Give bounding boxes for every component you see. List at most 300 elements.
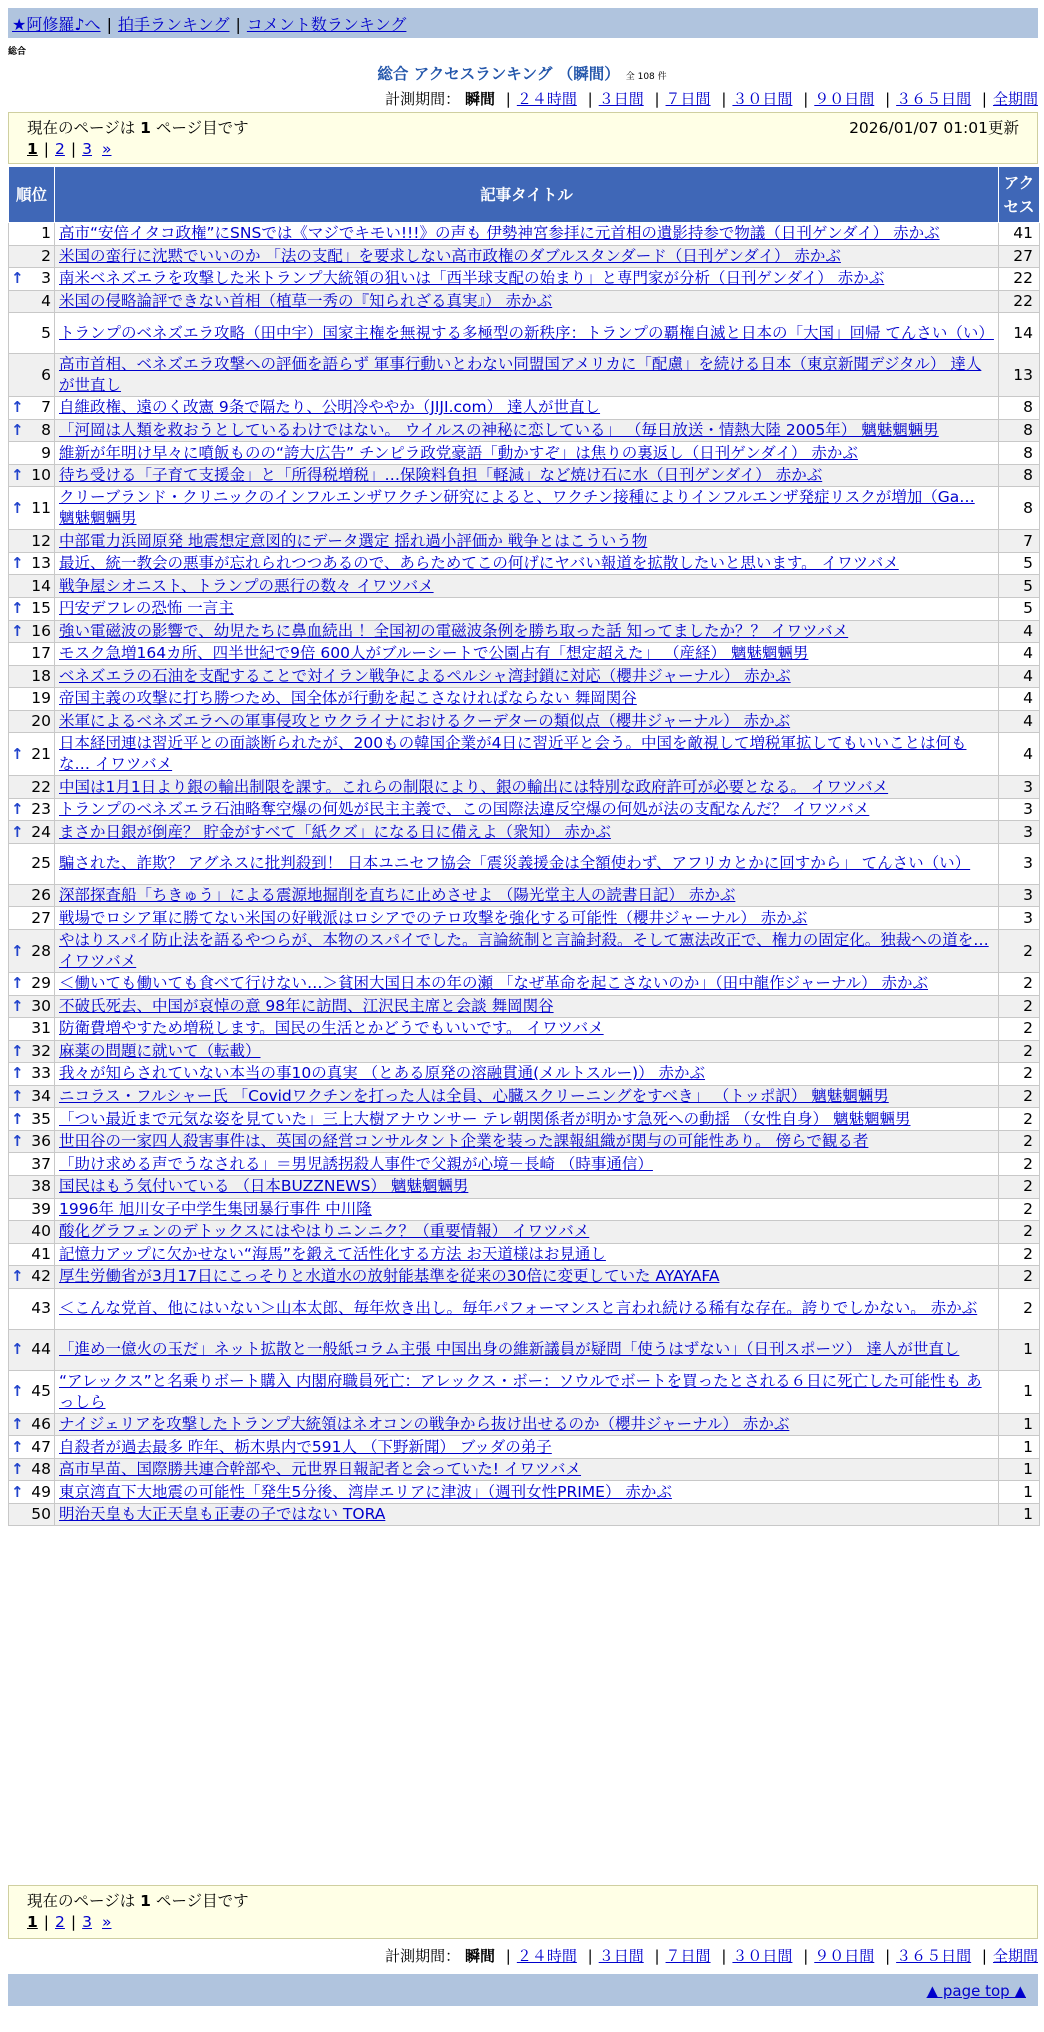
title-cell <box>55 1198 999 1221</box>
access-count: 2 <box>999 1288 1040 1329</box>
rank-cell <box>9 1130 55 1153</box>
rank-cell <box>9 733 55 776</box>
access-count: 2 <box>999 1266 1040 1289</box>
rank-number: 13 <box>31 554 51 573</box>
title-cell <box>55 598 999 621</box>
table-row <box>9 884 1040 907</box>
article-title-link[interactable]: やはりスパイ防止法を語るやつらが、本物のスパイでした。言論統制と言論封殺。そして憲法改正で、権力の固定化。独裁への道を… イワツバメ <box>59 931 989 971</box>
article-title-link[interactable]: 高市早苗、国際勝共連合幹部や、元世界日報記者と会っていた! イワツバメ <box>59 1460 582 1479</box>
title-cell <box>55 354 999 397</box>
article-title-link[interactable]: 米国の侵略論評できない首相（植草一秀の『知られざる真実』） 赤かぶ <box>59 291 553 310</box>
rank-up-arrow-icon: ↑ <box>11 1041 24 1060</box>
rank-number: 9 <box>41 443 51 462</box>
article-title-link[interactable]: 我々が知らされていない本当の事10の真実 （とある原発の溶融貫通(メルトスルー)） 赤かぶ <box>59 1064 706 1083</box>
title-cell <box>55 575 999 598</box>
rank-cell <box>9 1288 55 1329</box>
access-count: 2 <box>999 1153 1040 1176</box>
title-cell <box>55 821 999 844</box>
nav-separator: | <box>106 15 112 34</box>
page-info-bottom <box>8 1885 1038 1939</box>
rank-cell <box>9 884 55 907</box>
table-row <box>9 1085 1040 1108</box>
access-count: 1 <box>999 1503 1040 1526</box>
article-title-link[interactable]: 「助け求める声でうなされる」＝男児誘拐殺人事件で父親が心境－長崎 （時事通信） <box>59 1154 653 1173</box>
title-cell <box>55 487 999 530</box>
access-count: 1 <box>999 1413 1040 1436</box>
title-cell <box>55 1413 999 1436</box>
rank-number: 37 <box>31 1154 51 1173</box>
rank-cell <box>9 1329 55 1370</box>
rank-number: 38 <box>31 1177 51 1196</box>
rank-up-arrow-icon: ↑ <box>11 498 24 517</box>
page-title: 総合 アクセスランキング （瞬間） <box>377 65 620 83</box>
rank-up-arrow-icon: ↑ <box>11 1340 24 1359</box>
rank-cell <box>9 1153 55 1176</box>
table-row <box>9 733 1040 776</box>
rank-cell <box>9 1108 55 1131</box>
period-selector-bottom: 計測期間： 瞬間 | ２４時間 | ３日間 | ７日間 | ３０日間 | ９０日間 | ３６５日間 | 全期間 <box>385 1947 1038 1965</box>
article-title-link[interactable]: 高市首相、ベネズエラ攻撃への評価を語らず 軍事行動いとわない同盟国アメリカに「配慮」を続ける日本（東京新聞デジタル） 達人が世直し <box>59 355 982 395</box>
table-row <box>9 710 1040 733</box>
access-count: 27 <box>999 245 1040 268</box>
rank-number: 14 <box>31 576 51 595</box>
table-row <box>9 995 1040 1018</box>
access-count: 7 <box>999 530 1040 553</box>
rank-cell <box>9 710 55 733</box>
article-title-link[interactable]: 「つい最近まで元気な姿を見ていた」三上大樹アナウンサー テレ朝関係者が明かす急死への動揺 （女性自身） 魑魅魍魎男 <box>59 1109 911 1128</box>
rank-cell <box>9 575 55 598</box>
table-row <box>9 1221 1040 1244</box>
table-row <box>9 397 1040 420</box>
rank-cell <box>9 1370 55 1413</box>
rank-number: 32 <box>31 1041 51 1060</box>
article-title-link[interactable]: 中国は1月1日より銀の輸出制限を課す。これらの制限により、銀の輸出には特別な政府許可が必要となる。 イワツバメ <box>59 777 889 796</box>
pager-link-2[interactable]: 2 <box>55 140 65 158</box>
rank-cell <box>9 1175 55 1198</box>
article-title-link[interactable]: 戦場でロシア軍に勝てない米国の好戦派はロシアでのテロ攻撃を強化する可能性（櫻井ジャーナル） 赤かぶ <box>59 908 808 927</box>
article-title-link[interactable]: トランプのベネズエラ石油略奪空爆の何処が民主主義で、この国際法違反空爆の何処が法の支配なんだ？ イワツバメ <box>59 800 870 819</box>
rank-number: 15 <box>31 599 51 618</box>
rank-cell <box>9 776 55 799</box>
article-title-link[interactable]: 高市“安倍イタコ政権”にSNSでは《マジでキモい!!!》の声も 伊勢神宮参拝に元首相の遺影持参で物議（日刊ゲンダイ） 赤かぶ <box>59 224 940 243</box>
title-cell <box>55 1221 999 1244</box>
title-cell <box>55 397 999 420</box>
table-row <box>9 1063 1040 1086</box>
title-cell <box>55 843 999 884</box>
access-count: 4 <box>999 688 1040 711</box>
article-title-link[interactable]: “アレックス”と名乗りボート購入 内閣府職員死亡：アレックス・ボー：ソウルでボートを買ったとされる６日に死亡した可能性も あっしら <box>59 1371 982 1411</box>
rank-number: 45 <box>31 1382 51 1401</box>
rank-number: 16 <box>31 621 51 640</box>
period-link-all[interactable]: 全期間 <box>992 1947 1038 1965</box>
rank-number: 31 <box>31 1019 51 1038</box>
current-page-text: 現在のページは 1 ページ目です <box>27 119 249 137</box>
page-info-top <box>8 112 1038 164</box>
rank-cell <box>9 552 55 575</box>
table-row <box>9 1018 1040 1041</box>
rank-number: 2 <box>41 246 51 265</box>
article-title-link[interactable]: 強い電磁波の影響で、幼児たちに鼻血続出 ！全国初の電磁波条例を勝ち取った話 知ってましたか？？ イワツバメ <box>59 621 849 640</box>
access-count: 5 <box>999 575 1040 598</box>
title-cell <box>55 245 999 268</box>
article-title-link[interactable]: 東京湾直下大地震の可能性「発生5分後、湾岸エリアに津波」（週刊女性PRIME） 赤かぶ <box>59 1482 672 1501</box>
article-title-link[interactable]: ＜働いても働いても食べて行けない…＞貧困大国日本の年の瀬 「なぜ革命を起こさないのか」（田中龍作ジャーナル） 赤かぶ <box>59 974 929 993</box>
access-count: 8 <box>999 442 1040 465</box>
rank-number: 49 <box>31 1482 51 1501</box>
col-header-access: アクセス <box>999 167 1040 223</box>
rank-number: 42 <box>31 1267 51 1286</box>
article-title-link[interactable]: トランプのベネズエラ攻略（田中宇）国家主権を無視する多極型の新秩序：トランプの覇権自滅と日本の「大国」回帰 てんさい（い） <box>59 323 994 342</box>
access-count: 1 <box>999 1481 1040 1504</box>
article-title-link[interactable]: ニコラス・フルシャー氏 「Covidワクチンを打った人は全員、心臓スクリーニングをすべき」 （トッポ訳） 魑魅魍魎男 <box>59 1087 889 1106</box>
title-cell <box>55 665 999 688</box>
article-title-link[interactable]: 米国の蛮行に沈黙でいいのか 「法の支配」を要求しない高市政権のダブルスタンダード（日刊ゲンダイ） 赤かぶ <box>59 246 841 265</box>
access-count: 8 <box>999 464 1040 487</box>
rank-cell <box>9 930 55 973</box>
table-row <box>9 688 1040 711</box>
rank-up-arrow-icon: ↑ <box>11 744 24 763</box>
period-link-24h[interactable]: ２４時間 <box>516 1947 577 1965</box>
access-count: 5 <box>999 552 1040 575</box>
rank-number: 18 <box>31 666 51 685</box>
rank-cell <box>9 1198 55 1221</box>
rank-number: 11 <box>31 498 51 517</box>
access-count: 3 <box>999 776 1040 799</box>
table-row <box>9 530 1040 553</box>
access-count: 2 <box>999 1198 1040 1221</box>
rank-cell <box>9 1085 55 1108</box>
title-cell <box>55 290 999 313</box>
rank-cell <box>9 245 55 268</box>
access-count: 4 <box>999 665 1040 688</box>
article-title-link[interactable]: 深部探査船「ちきゅう」による震源地掘削を直ちに止めさせよ （陽光堂主人の読書日記） 赤かぶ <box>59 886 736 905</box>
table-row <box>9 643 1040 666</box>
table-row <box>9 973 1040 996</box>
access-count: 2 <box>999 930 1040 973</box>
title-cell <box>55 688 999 711</box>
access-count: 3 <box>999 821 1040 844</box>
rank-cell <box>9 843 55 884</box>
rank-cell <box>9 1266 55 1289</box>
article-title-link[interactable]: 自殺者が過去最多 昨年、栃木県内で591人 （下野新聞） ブッダの弟子 <box>59 1437 552 1456</box>
table-row <box>9 1130 1040 1153</box>
pager-next[interactable]: » <box>102 1913 112 1931</box>
rank-number: 12 <box>31 531 51 550</box>
period-link-3d[interactable]: ３日間 <box>598 90 644 108</box>
rank-number: 27 <box>31 908 51 927</box>
article-title-link[interactable]: 不破氏死去、中国が哀悼の意 98年に訪問、江沢民主席と会談 舞岡関谷 <box>59 996 554 1015</box>
rank-number: 19 <box>31 689 51 708</box>
rank-cell <box>9 598 55 621</box>
rank-cell <box>9 419 55 442</box>
table-row <box>9 354 1040 397</box>
period-link-7d[interactable]: ７日間 <box>665 1947 711 1965</box>
rank-up-arrow-icon: ↑ <box>11 466 24 485</box>
rank-number: 41 <box>31 1244 51 1263</box>
access-count: 2 <box>999 1040 1040 1063</box>
page-top-link[interactable]: ▲ page top ▲ <box>926 1982 1026 2000</box>
table-row <box>9 1458 1040 1481</box>
period-link-30d[interactable]: ３０日間 <box>732 1947 793 1965</box>
table-row <box>9 245 1040 268</box>
article-title-link[interactable]: 騙された、詐欺？ アグネスに批判殺到！ 日本ユニセフ協会「震災義援金は全額使わず、アフリカとかに回すから」 てんさい（い） <box>59 854 971 873</box>
rank-up-arrow-icon: ↑ <box>11 1064 24 1083</box>
access-count: 4 <box>999 710 1040 733</box>
article-title-link[interactable]: 麻薬の問題に就いて（転載） <box>59 1041 261 1060</box>
rank-number: 34 <box>31 1087 51 1106</box>
rank-up-arrow-icon: ↑ <box>11 800 24 819</box>
access-count: 8 <box>999 487 1040 530</box>
access-count: 8 <box>999 419 1040 442</box>
rank-number: 10 <box>31 466 51 485</box>
rank-cell <box>9 688 55 711</box>
article-title-link[interactable]: 帝国主義の攻撃に打ち勝つため、国全体が行動を起こさなければならない 舞岡関谷 <box>59 689 637 708</box>
rank-up-arrow-icon: ↑ <box>11 398 24 417</box>
table-row <box>9 907 1040 930</box>
pager-link-3[interactable]: 3 <box>82 140 93 158</box>
pager-link-3[interactable]: 3 <box>82 1913 93 1931</box>
article-title-link[interactable]: ナイジェリアを攻撃したトランプ大統領はネオコンの戦争から抜け出せるのか（櫻井ジャーナル） 赤かぶ <box>59 1414 790 1433</box>
rank-number: 33 <box>31 1064 51 1083</box>
table-row <box>9 313 1040 354</box>
title-cell <box>55 1175 999 1198</box>
article-title-link[interactable]: まさか日銀が倒産？ 貯金がすべて「紙クズ」になる日に備えよ（衆知） 赤かぶ <box>59 822 611 841</box>
article-title-link[interactable]: 国民はもう気付いている （日本BUZZNEWS） 魑魅魍魎男 <box>59 1177 469 1196</box>
table-row <box>9 1243 1040 1266</box>
table-row <box>9 268 1040 291</box>
pager-next[interactable]: » <box>102 140 112 158</box>
rank-number: 35 <box>31 1109 51 1128</box>
title-cell <box>55 1266 999 1289</box>
table-row <box>9 1503 1040 1526</box>
rank-up-arrow-icon: ↑ <box>11 822 24 841</box>
rank-cell <box>9 907 55 930</box>
title-cell <box>55 1481 999 1504</box>
title-cell <box>55 442 999 465</box>
access-count: 3 <box>999 798 1040 821</box>
rank-up-arrow-icon: ↑ <box>11 421 24 439</box>
rank-number: 1 <box>41 224 51 243</box>
rank-up-arrow-icon: ↑ <box>11 996 24 1015</box>
article-title-link[interactable]: 自維政権、遠のく改憲 9条で隔たり、公明冷ややか（JIJI.com） 達人が世直し <box>59 398 601 417</box>
table-row <box>9 464 1040 487</box>
access-count: 13 <box>999 354 1040 397</box>
article-title-link[interactable]: 日本経団連は習近平との面談断られたが、200もの韓国企業が4日に習近平と会う。中国を敵視して増税軍拡してもいいことは何もな… イワツバメ <box>59 734 967 774</box>
pager-link-2[interactable]: 2 <box>55 1913 65 1931</box>
title-cell <box>55 1040 999 1063</box>
period-link-365d[interactable]: ３６５日間 <box>896 90 972 108</box>
rank-up-arrow-icon: ↑ <box>11 1267 24 1286</box>
rank-number: 30 <box>31 996 51 1015</box>
access-count: 2 <box>999 1243 1040 1266</box>
table-row <box>9 1481 1040 1504</box>
access-count: 8 <box>999 397 1040 420</box>
rank-cell <box>9 1413 55 1436</box>
article-title-link[interactable]: 世田谷の一家四人殺害事件は、英国の経営コンサルタント企業を装った課報組織が関与の可能性あり。 傍らで観る者 <box>59 1132 869 1151</box>
period-label: 計測期間： <box>385 90 461 108</box>
footer-bar <box>8 1974 1038 2006</box>
rank-cell <box>9 1040 55 1063</box>
period-link-all[interactable]: 全期間 <box>992 90 1038 108</box>
rank-cell <box>9 1018 55 1041</box>
title-cell <box>55 776 999 799</box>
access-count: 2 <box>999 1063 1040 1086</box>
title-cell <box>55 1370 999 1413</box>
article-title-link[interactable]: 中部電力浜岡原発 地震想定意図的にデータ選定 揺れ過小評価か 戦争とはこういう物 <box>59 531 648 550</box>
col-header-title: 記事タイトル <box>55 167 999 223</box>
home-link[interactable]: ★阿修羅♪へ <box>12 15 101 34</box>
rank-number: 39 <box>31 1199 51 1218</box>
rank-number: 7 <box>41 398 51 417</box>
article-title-link[interactable]: クリーブランド・クリニックのインフルエンザワクチン研究によると、ワクチン接種によりインフルエンザ発症リスクが増加（Ga… 魑魅魍魎男 <box>59 488 975 528</box>
table-row <box>9 1153 1040 1176</box>
rank-number: 25 <box>31 854 51 873</box>
table-row <box>9 442 1040 465</box>
table-row <box>9 1108 1040 1131</box>
title-cell <box>55 419 999 442</box>
article-title-link[interactable]: 1996年 旭川女子中学生集団暴行事件 中川隆 <box>59 1199 372 1218</box>
rank-cell <box>9 798 55 821</box>
period-link-7d[interactable]: ７日間 <box>665 90 711 108</box>
rank-number: 44 <box>31 1340 51 1359</box>
article-title-link[interactable]: 「進め一億火の玉だ」ネット拡散と一般紙コラム主張 中国出身の維新議員が疑問「使うはずない」（日刊スポーツ） 達人が世直し <box>59 1340 960 1359</box>
article-title-link[interactable]: 明治天皇も大正天皇も正妻の子ではない TORA <box>59 1505 386 1524</box>
period-link-90d[interactable]: ９０日間 <box>814 1947 875 1965</box>
rank-up-arrow-icon: ↑ <box>11 621 24 640</box>
article-title-link[interactable]: 戦争屋シオニスト、トランプの悪行の数々 イワツバメ <box>59 576 434 595</box>
period-current: 瞬間 <box>464 90 495 108</box>
rank-up-arrow-icon: ↑ <box>11 1437 24 1456</box>
rank-number: 28 <box>31 941 51 960</box>
access-count: 1 <box>999 1436 1040 1459</box>
article-title-link[interactable]: 最近、統一教会の悪事が忘れられつつあるので、あらためてこの何げにヤバい報道を拡散したいと思います。 イワツバメ <box>59 554 899 573</box>
article-title-link[interactable]: ＜こんな党首、他にはいない＞山本太郎、毎年炊き出し。毎年パフォーマンスと言われ続ける稀有な存在。誇りでしかない。 赤かぶ <box>59 1299 978 1318</box>
article-title-link[interactable]: 維新が年明け早々に噴飯ものの“誇大広告” チンピラ政党豪語「動かすぞ」は焦りの裏返し（日刊ゲンダイ） 赤かぶ <box>59 443 858 462</box>
table-row <box>9 598 1040 621</box>
article-title-link[interactable]: 南米ベネズエラを攻撃した米トランプ大統領の狙いは「西半球支配の始まり」と専門家が分析（日刊ゲンダイ） 赤かぶ <box>59 269 885 288</box>
rank-cell <box>9 620 55 643</box>
period-link-3d[interactable]: ３日間 <box>598 1947 644 1965</box>
table-row <box>9 798 1040 821</box>
title-cell <box>55 995 999 1018</box>
clap-ranking-link[interactable]: 拍手ランキング <box>117 15 230 34</box>
article-title-link[interactable]: 待ち受ける「子育て支援金」と「所得税増税」…保険料負担「軽減」など焼け石に水（日刊ゲンダイ） 赤かぶ <box>59 466 823 485</box>
rank-number: 3 <box>41 269 51 288</box>
rank-number: 21 <box>31 744 51 763</box>
rank-number: 29 <box>31 974 51 993</box>
table-row <box>9 290 1040 313</box>
title-cell <box>55 552 999 575</box>
period-link-365d[interactable]: ３６５日間 <box>896 1947 972 1965</box>
rank-cell <box>9 313 55 354</box>
rank-cell <box>9 464 55 487</box>
access-count: 5 <box>999 598 1040 621</box>
rank-number: 43 <box>31 1299 51 1318</box>
title-cell <box>55 930 999 973</box>
rank-number: 20 <box>31 712 51 731</box>
period-current: 瞬間 <box>464 1947 495 1965</box>
pager-current: 1 <box>27 1913 38 1931</box>
article-title-link[interactable]: ベネズエラの石油を支配することで対イラン戦争によるペルシャ湾封鎖に対応（櫻井ジャーナル） 赤かぶ <box>59 666 791 685</box>
table-row <box>9 1436 1040 1459</box>
table-row <box>9 223 1040 246</box>
rank-number: 4 <box>41 291 51 310</box>
rank-up-arrow-icon: ↑ <box>11 1482 24 1501</box>
access-count: 1 <box>999 1458 1040 1481</box>
title-cell <box>55 1436 999 1459</box>
title-cell <box>55 620 999 643</box>
table-row <box>9 843 1040 884</box>
rank-cell <box>9 665 55 688</box>
access-count: 1 <box>999 1329 1040 1370</box>
table-row <box>9 1370 1040 1413</box>
access-count: 22 <box>999 268 1040 291</box>
pager-current: 1 <box>27 140 38 158</box>
period-link-90d[interactable]: ９０日間 <box>814 90 875 108</box>
table-row <box>9 552 1040 575</box>
title-cell <box>55 313 999 354</box>
rank-cell <box>9 1063 55 1086</box>
col-header-rank: 順位 <box>9 167 55 223</box>
table-row <box>9 930 1040 973</box>
title-cell <box>55 1130 999 1153</box>
title-cell <box>55 1018 999 1041</box>
access-count: 4 <box>999 620 1040 643</box>
rank-cell <box>9 1221 55 1244</box>
rank-cell <box>9 442 55 465</box>
rank-number: 50 <box>31 1505 51 1524</box>
article-title-link[interactable]: 厚生労働省が3月17日にこっそりと水道水の放射能基準を従来の30倍に変更していた AYAYAFA <box>59 1267 720 1286</box>
article-title-link[interactable]: 酸化グラフェンのデトックスにはやはりニンニク？（重要情報） イワツバメ <box>59 1222 590 1241</box>
rank-up-arrow-icon: ↑ <box>11 1382 24 1401</box>
title-cell <box>55 973 999 996</box>
rank-number: 6 <box>41 365 51 384</box>
article-title-link[interactable]: 米軍によるベネズエラへの軍事侵攻とウクライナにおけるクーデターの類似点（櫻井ジャーナル） 赤かぶ <box>59 712 791 731</box>
period-link-30d[interactable]: ３０日間 <box>732 90 793 108</box>
article-title-link[interactable]: 「河岡は人類を救おうとしているわけではない。 ウイルスの神秘に恋している」 （毎日放送・情熱大陸 2005年） 魑魅魍魎男 <box>59 421 939 439</box>
rank-number: 22 <box>31 777 51 796</box>
rank-cell <box>9 530 55 553</box>
period-link-24h[interactable]: ２４時間 <box>516 90 577 108</box>
article-title-link[interactable]: 防衛費増やすため増税します。国民の生活とかどうでもいいです。 イワツバメ <box>59 1019 604 1038</box>
top-nav-bar <box>8 8 1038 38</box>
rank-up-arrow-icon: ↑ <box>11 1087 24 1106</box>
rank-number: 17 <box>31 644 51 663</box>
ranking-header <box>0 62 1044 84</box>
access-count: 41 <box>999 223 1040 246</box>
total-count: 全 108 件 <box>625 72 667 82</box>
table-row <box>9 1175 1040 1198</box>
access-count: 2 <box>999 1130 1040 1153</box>
period-label: 計測期間： <box>385 1947 461 1965</box>
title-cell <box>55 907 999 930</box>
nav-separator: | <box>235 15 241 34</box>
title-cell <box>55 223 999 246</box>
rank-up-arrow-icon: ↑ <box>11 1109 24 1128</box>
article-title-link[interactable]: モスク急増164カ所、四半世紀で9倍 600人がブルーシートで公園占有「想定超えた」 （産経） 魑魅魍魎男 <box>59 644 809 663</box>
table-row <box>9 419 1040 442</box>
access-count: 1 <box>999 1370 1040 1413</box>
rank-cell <box>9 223 55 246</box>
rank-number: 26 <box>31 886 51 905</box>
title-cell <box>55 464 999 487</box>
comment-ranking-link[interactable]: コメント数ランキング <box>246 15 407 34</box>
pager-top: 1 | 2 | 3 » <box>27 140 112 158</box>
rank-cell <box>9 268 55 291</box>
article-title-link[interactable]: 円安デフレの恐怖 一言主 <box>59 599 234 618</box>
access-count: 14 <box>999 313 1040 354</box>
article-title-link[interactable]: 記憶力アップに欠かせない“海馬”を鍛えて活性化する方法 お天道様はお見通し <box>59 1244 606 1263</box>
